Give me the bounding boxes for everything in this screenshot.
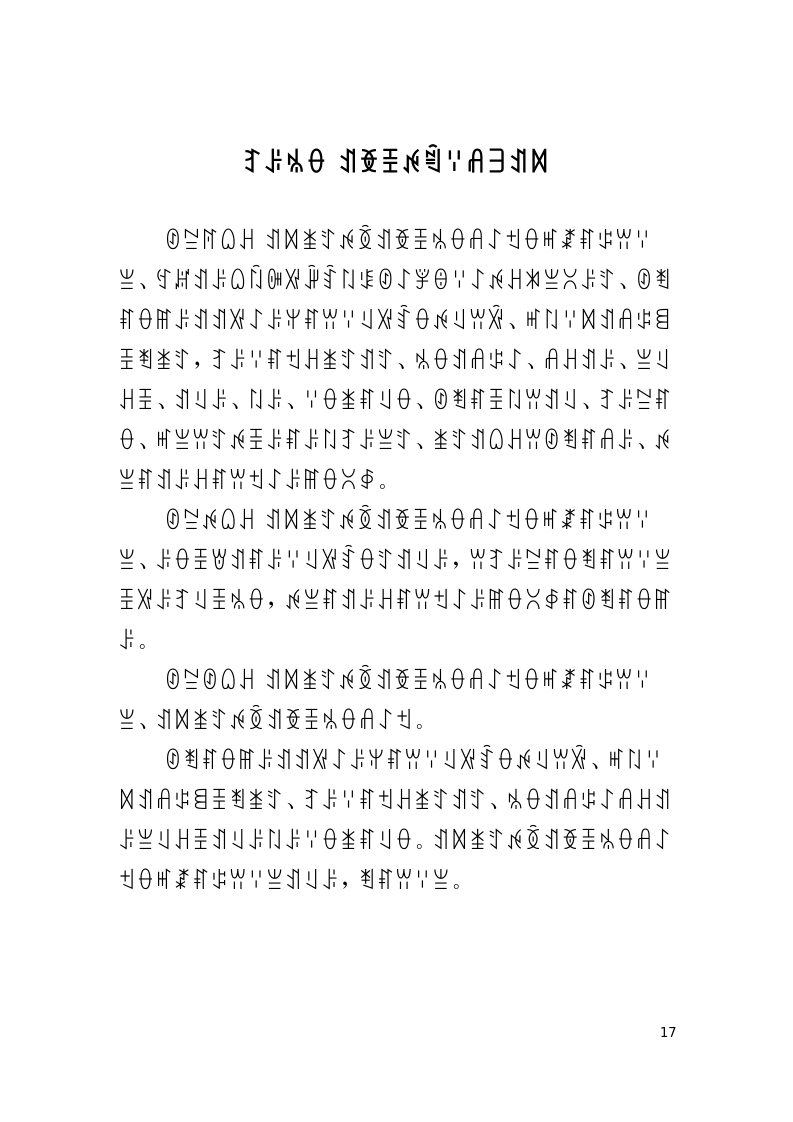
paragraph-3: ꊸꊂꊸꑘꃅ ꀊꉙꁧꄸꉌꅈꀊꆣꀨꁱꂷꋬꋍꉬꂷꎭꊨꐥꌒꀕꈌꁈ、ꀊꉙꁧꄸꉌꅈꀊꆣꀨꁱꂷꋬꋍꉬ。 [118, 669, 652, 735]
page-title: ꆈꌠꁱꂷ ꀊꆣꀨꉌꁢꈌꋬꎆꀊꉙ [242, 149, 551, 179]
paragraph-2: ꊸꊂꉌꑘꃅ ꀊꉙꁧꄸꉌꅈꀊꆣꀨꁱꂷꋬꋍꉬꂷꎭꊨꐥꌒꀕꈌꁈ、ꌠꂷꀨꇐꀊꐥꌠꈌꆹꑟꆎꂷꄸꀊꆹꌠ，ꀕꆈꌠꊂꐥꂷꄮꐥꀕꈌꁈꀨꑟꌠꆈꆹꀨꁱꂷ，ꉌꁈꐥꀊꌠꃅꐥꀕꉬꋍꌠꂵꂷꇤꇉꐥꊸꄮꐥꂷꂵꌠ。 [118, 509, 673, 655]
page-number: 17 [660, 1026, 677, 1041]
paragraph-4: ꊸꄮꐥꂷꂵꌠꀊꀊꑟꋍꌠꅍꐥꀕꈌꆹꑟꆎꂷꉌꆹꀕꑞ、ꎭꇁꈌꉙꀊꋬꌒꁌꀨꄮꁧꄸ、ꆈꌠꈌꐥꉬꃅꁧꄸꀊꄸ、ꁱꂷꀊꋬꌒꋍꋬꃅꀊꌠꁈꆹꃅꀨꀊꆹꌠꇁꌠꈌꂷꁧꐥꆹꂷ。ꀊꉙꁧꄸꉌꅈꀊꆣꀨꁱꂷꋬꋍꉬꂷꎭꊨꐥꌒꀕꈌꁈꀊꆹꌠ，ꄮꐥꀕꈌꁈ。 [118, 749, 673, 895]
body-text [118, 222, 678, 902]
paragraph-1: ꊸꊂꊮꑘꃅ ꀊꉙꁧꄸꉌꅈꀊꆣꀨꁱꂷꋬꋍꉬꂷꎭꊨꐥꌒꀕꈌꁈ、ꉐꏦꀊꌠꑘꇀꁏꑟꎻꆎꇁꌐꊸꋍꇇꎔꈌꋍꉌꃅꐒꁈꇤꌠꄸ、ꊸꄮꐥꂷꂵꌠꀊꀊꑟꋍꌠꅍꐥꀕꈌꆹꑟꆎꂷꉌꆹꀕꑞ、ꎭꇁꈌꉙꀊꋬꌒꁌꀨꄮꁧꄸ，ꆈꌠꈌꐥꉬꃅꁧꄸꀊꄸ、ꁱꂷꀊꋬꌒꋍ、ꋬꃅꀊꌠ、ꁈꆹꃅꀨ、ꀊꆹꌠ、ꇁꌠ、ꈌꂷꁧꐥꆹꂷ、ꊸꄮꐥꀨꇁꀕꀊꆹ、ꆈꌠꊂꐥꂷ、ꎭꁈꀕꄸꉌꀨꌠꐥꌠꇁꆈꌠꁈꄸ、ꁧꄸꀊꑘꃅꀕꊸꄮꐥꋬꌠ、ꉌꁈꐥꀊꌠꃅꐥꀕꉬꋍꌠꂵꂷꇤꇉ。 [118, 229, 673, 495]
